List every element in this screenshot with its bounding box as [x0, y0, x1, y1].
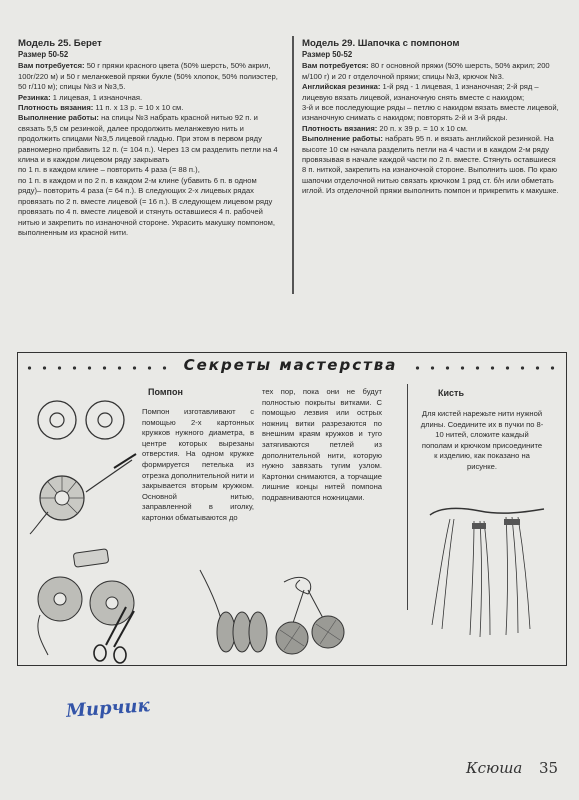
model-29-english-rib: Английская резинка: 1-й ряд - 1 лицевая, 1 изнаночная; 2-й ряд – лицевую вязать лицевой, изнаночную снять вместе с накидом; — [302, 82, 539, 102]
column-divider — [292, 36, 294, 294]
model-29-materials: Вам потребуется: 80 г основной пряжи (50% шерсть, 50% акрил; 200 м/100 г) и 20 г отделочной пряжи; спицы №3, крючок №3. — [302, 61, 550, 81]
kist-text: Для кистей нарежьте нити нужной длины. Соедините их в пучки по 8-10 нитей, сложите каждый пополам и крючком присоедините к изделию, как показано на рисунке. — [420, 409, 544, 471]
dot-leader-left — [22, 366, 172, 370]
model-25-title: Модель 25. Берет — [18, 38, 102, 49]
model-29-size: Размер 50-52 — [302, 50, 353, 59]
model-29-work: Выполнение работы: набрать 95 п. и вязать английской резинкой. На высоте 10 см начала разделить петли на 4 части и в каждом 2-м ряду провязывая в начале каждой части по 2 п. вместе. Стянуть оставшиеся 8 п. ниткой, закрепить на изнаночной стороне. Выполнить шов. По краю шапочки отделочной нитью связать крючком 1 ряд ст. б/н или обметать иглой. Из отделочной пряжи выполнить помпон и прикрепить к макушке. — [302, 134, 559, 196]
kist-title: Кисть — [438, 388, 464, 398]
wrapping-illustration — [28, 452, 140, 536]
model-25-rib: Резинка: 1 лицевая, 1 изнаночная. — [18, 92, 143, 102]
model-25-size: Размер 50-52 — [18, 50, 69, 59]
pompon-text-1: Помпон изготавливают с помощью 2-х картонных кружков нужного диаметра, в центре которых вырезаны отверстия. На одном кружке формируется петелька из отрезка дополнительной нити и закрывается вторым кружком. Основной нитью, заправленной в иголку, картонки обматываются до — [142, 407, 254, 522]
pompon-text-2: тех пор, пока они не будут полностью покрыты витками. С помощью лезвия или острых ножниц витки разрезаются по внешним краям кружков и туго затягиваются петлей из дополнительной нити, которую нужно завязать тугим узлом. Картонки снимаются, а торчащие лишние концы нитей помпона подравниваются ножницами. — [262, 387, 382, 502]
model-25-work: Выполнение работы: на спицы №3 набрать красной нитью 92 п. и связать 5,5 см резинкой, далее продолжить меланжевую нить и продолжить спицами №3,5 лицевой гладью. При этом в первом ряду равномерно прибавить 12 п. (= 104 п.). Через 13 см разделить петли на 4 клина и в каждом лицевом ряду закрывать — [18, 113, 278, 165]
pompon-tying-illustration — [196, 560, 396, 660]
model-25-column — [18, 38, 280, 238]
model-29-title: Модель 29. Шапочка с помпоном — [302, 38, 460, 49]
model-25-density: Плотность вязания: 11 п. х 13 р. = 10 х 10 см. — [18, 103, 184, 113]
cardboard-rings-illustration — [30, 392, 135, 448]
pompon-title: Помпон — [148, 387, 183, 397]
dot-leader-right — [410, 366, 560, 370]
footer-magazine-name: Ксюша — [466, 759, 523, 777]
signature-mirchik: Мирчик — [65, 695, 151, 722]
secrets-header — [18, 357, 564, 377]
model-25-materials: Вам потребуется: 50 г пряжи красного цвета (50% шерсть, 50% акрил, 100г/220 м) и 50 г меланжевой пряжи букле (50% хлопок, 50% полиэстер, 50 г/110 м); спицы №3 и №3,5. — [18, 61, 278, 92]
model-29-english-rib-2: 3-й и все последующие ряды – петлю с накидом вязать вместе лицевой, изнаночную снимать с накидом; повторять 2-й и 3-й ряды. — [302, 103, 559, 123]
model-25-line-2: по 1 п. в каждом и по 2 п. в каждом 2-м клине (убавить 6 п. в одном ряду)– повторить 4 раза (= 64 п.). В следующих 2-х лицевых рядах провязать по 2 п. вместе лицевой (= 16 п.). В следующем лицевом ряду провязать по 4 п. вместе лицевой и стянуть оставшиеся 4 п. рабочей нитью и закрепить по изнаночной стороне. Украсить макушку помпоном, выполненным из красной нити. — [18, 175, 275, 237]
kist-divider — [407, 384, 408, 610]
model-25-line-1: по 1 п. в каждом клине – повторить 4 раза (= 88 п.), — [18, 165, 200, 175]
secrets-title: Секреты мастерства — [173, 356, 408, 374]
tassel-illustration — [420, 505, 550, 645]
cutting-illustration — [30, 545, 150, 665]
footer-page-number: 35 — [539, 759, 559, 777]
model-29-density: Плотность вязания: 20 п. х 39 р. = 10 х 10 см. — [302, 123, 468, 133]
model-29-column — [302, 38, 560, 197]
